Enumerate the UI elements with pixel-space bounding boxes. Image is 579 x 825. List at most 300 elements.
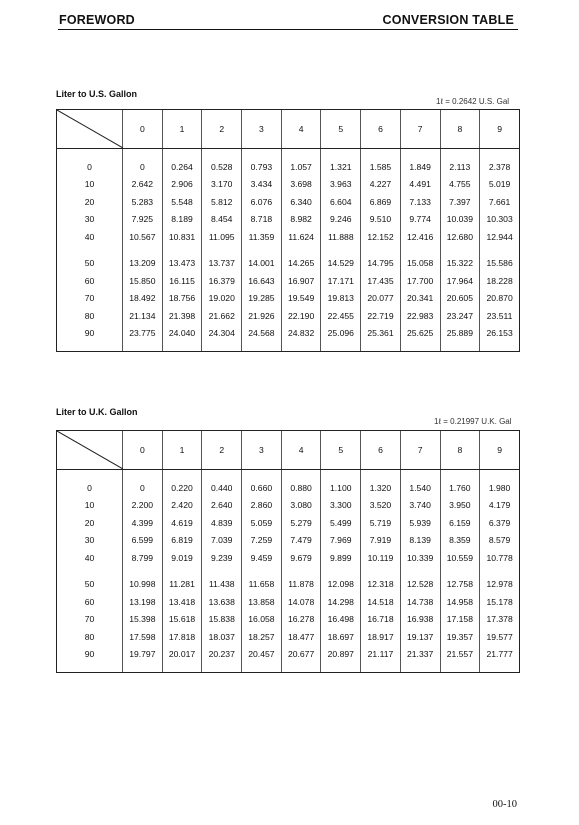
table-cell: 16.115 (162, 272, 202, 290)
table-cell: 7.969 (321, 532, 361, 550)
spacer-cell (361, 663, 401, 673)
column-header: 6 (361, 431, 401, 470)
table-cell: 5.499 (321, 514, 361, 532)
row-label: 90 (57, 325, 123, 343)
table-row (57, 514, 520, 532)
table-cell: 4.399 (123, 514, 163, 532)
table-cell: 18.037 (202, 628, 242, 646)
spacer-row (57, 663, 520, 673)
spacer-cell (361, 342, 401, 352)
table-row (57, 307, 520, 325)
table-cell: 16.643 (242, 272, 282, 290)
table-cell: 15.586 (480, 255, 520, 273)
table-cell: 19.577 (480, 628, 520, 646)
table-cell: 1.585 (361, 158, 401, 176)
table-cell: 8.982 (281, 211, 321, 229)
table-cell: 15.058 (400, 255, 440, 273)
column-header: 9 (480, 110, 520, 149)
table-cell: 0.793 (242, 158, 282, 176)
table-cell: 19.285 (242, 290, 282, 308)
table-cell: 19.549 (281, 290, 321, 308)
table-cell: 11.658 (242, 576, 282, 594)
table-row (57, 549, 520, 567)
diagonal-line (57, 431, 123, 469)
table-cell: 0.880 (281, 479, 321, 497)
table-cell: 21.557 (440, 646, 480, 664)
column-header: 8 (440, 110, 480, 149)
table-cell: 14.078 (281, 593, 321, 611)
spacer-cell (242, 246, 282, 255)
table-cell: 0.220 (162, 479, 202, 497)
table-cell: 14.958 (440, 593, 480, 611)
column-header: 3 (242, 431, 282, 470)
table-cell: 3.170 (202, 176, 242, 194)
diagonal-line (57, 110, 123, 148)
table-cell: 16.379 (202, 272, 242, 290)
table-cell: 9.019 (162, 549, 202, 567)
spacer-cell (242, 342, 282, 352)
table-row (57, 228, 520, 246)
spacer-cell (123, 663, 163, 673)
table-cell: 7.919 (361, 532, 401, 550)
spacer-cell (162, 149, 202, 159)
table-cell: 20.077 (361, 290, 401, 308)
table-cell: 17.378 (480, 611, 520, 629)
table-cell: 10.778 (480, 549, 520, 567)
table-title-us: Liter to U.S. Gallon (56, 89, 138, 99)
table-cell: 1.057 (281, 158, 321, 176)
table-row (57, 255, 520, 273)
table-cell: 24.040 (162, 325, 202, 343)
table-cell: 7.925 (123, 211, 163, 229)
table-cell: 3.963 (321, 176, 361, 194)
table-cell: 20.870 (480, 290, 520, 308)
table-cell: 9.239 (202, 549, 242, 567)
table-cell: 7.661 (480, 193, 520, 211)
table-cell: 16.498 (321, 611, 361, 629)
table-cell: 16.278 (281, 611, 321, 629)
table-cell: 6.076 (242, 193, 282, 211)
table-cell: 14.298 (321, 593, 361, 611)
spacer-cell (480, 663, 520, 673)
table-cell: 5.939 (400, 514, 440, 532)
table-cell: 19.020 (202, 290, 242, 308)
spacer-cell (162, 663, 202, 673)
column-header: 7 (400, 110, 440, 149)
column-header: 5 (321, 431, 361, 470)
table-cell: 6.379 (480, 514, 520, 532)
table-cell: 18.228 (480, 272, 520, 290)
table-cell: 24.568 (242, 325, 282, 343)
spacer-cell (281, 246, 321, 255)
table-cell: 18.257 (242, 628, 282, 646)
spacer-cell (480, 246, 520, 255)
table-cell: 6.599 (123, 532, 163, 550)
table-cell: 17.700 (400, 272, 440, 290)
spacer-cell (242, 149, 282, 159)
table-cell: 13.418 (162, 593, 202, 611)
table-cell: 6.159 (440, 514, 480, 532)
table-cell: 0 (123, 158, 163, 176)
table-cell: 1.321 (321, 158, 361, 176)
table-cell: 2.200 (123, 497, 163, 515)
spacer-cell (123, 470, 163, 480)
table-cell: 11.438 (202, 576, 242, 594)
column-header: 2 (202, 110, 242, 149)
table-row (57, 532, 520, 550)
table-cell: 10.303 (480, 211, 520, 229)
table-cell: 1.100 (321, 479, 361, 497)
table-cell: 20.017 (162, 646, 202, 664)
table-cell: 9.510 (361, 211, 401, 229)
table-cell: 8.579 (480, 532, 520, 550)
spacer-cell (480, 149, 520, 159)
table-row (57, 272, 520, 290)
spacer-cell (281, 470, 321, 480)
table-cell: 20.677 (281, 646, 321, 664)
table-cell: 25.361 (361, 325, 401, 343)
table-cell: 3.698 (281, 176, 321, 194)
table-cell: 8.139 (400, 532, 440, 550)
table-cell: 2.378 (480, 158, 520, 176)
table-cell: 11.095 (202, 228, 242, 246)
spacer-cell (400, 149, 440, 159)
table-cell: 15.178 (480, 593, 520, 611)
spacer-cell (242, 567, 282, 576)
spacer-cell (162, 470, 202, 480)
table-cell: 11.359 (242, 228, 282, 246)
table-cell: 12.416 (400, 228, 440, 246)
spacer-cell (321, 342, 361, 352)
table-cell: 15.850 (123, 272, 163, 290)
column-header: 0 (123, 110, 163, 149)
table-cell: 19.797 (123, 646, 163, 664)
column-header: 6 (361, 110, 401, 149)
table-cell: 12.528 (400, 576, 440, 594)
section-heading: FOREWORD (59, 13, 135, 27)
table-header-row (57, 431, 520, 470)
table-row (57, 646, 520, 664)
table-row (57, 290, 520, 308)
table-cell: 21.926 (242, 307, 282, 325)
table-row (57, 193, 520, 211)
table-cell: 21.777 (480, 646, 520, 664)
table-cell: 8.189 (162, 211, 202, 229)
table-cell: 4.839 (202, 514, 242, 532)
column-header: 1 (162, 110, 202, 149)
table-cell: 6.604 (321, 193, 361, 211)
table-cell: 2.420 (162, 497, 202, 515)
table-cell: 1.760 (440, 479, 480, 497)
spacer-cell (242, 663, 282, 673)
table-cell: 20.605 (440, 290, 480, 308)
spacer-cell (162, 342, 202, 352)
table-cell: 3.080 (281, 497, 321, 515)
table-cell: 23.775 (123, 325, 163, 343)
spacer-cell (162, 567, 202, 576)
table-cell: 8.718 (242, 211, 282, 229)
table-cell: 6.819 (162, 532, 202, 550)
table-cell: 18.756 (162, 290, 202, 308)
spacer-cell (321, 470, 361, 480)
table-cell: 2.113 (440, 158, 480, 176)
table-cell: 6.869 (361, 193, 401, 211)
table-cell: 20.341 (400, 290, 440, 308)
row-label: 30 (57, 532, 123, 550)
table-cell: 8.799 (123, 549, 163, 567)
table-cell: 2.642 (123, 176, 163, 194)
conversion-table-us (56, 109, 520, 352)
row-label: 20 (57, 193, 123, 211)
table-cell: 15.398 (123, 611, 163, 629)
table-cell: 10.119 (361, 549, 401, 567)
table-cell: 5.279 (281, 514, 321, 532)
table-row (57, 211, 520, 229)
table-cell: 20.897 (321, 646, 361, 664)
table-cell: 11.624 (281, 228, 321, 246)
table-cell: 22.983 (400, 307, 440, 325)
spacer-cell (202, 567, 242, 576)
spacer-cell (57, 470, 123, 480)
table-cell: 1.540 (400, 479, 440, 497)
table-cell: 16.718 (361, 611, 401, 629)
spacer-cell (57, 342, 123, 352)
row-label: 90 (57, 646, 123, 664)
table-cell: 17.171 (321, 272, 361, 290)
table-cell: 24.304 (202, 325, 242, 343)
spacer-row (57, 246, 520, 255)
table-cell: 3.740 (400, 497, 440, 515)
spacer-cell (57, 246, 123, 255)
table-cell: 7.039 (202, 532, 242, 550)
corner-cell (57, 431, 123, 470)
spacer-cell (440, 470, 480, 480)
table-cell: 12.152 (361, 228, 401, 246)
table-row (57, 325, 520, 343)
table-cell: 16.938 (400, 611, 440, 629)
row-label: 80 (57, 307, 123, 325)
table-cell: 10.567 (123, 228, 163, 246)
table-cell: 9.246 (321, 211, 361, 229)
column-header: 0 (123, 431, 163, 470)
spacer-cell (57, 567, 123, 576)
row-label: 70 (57, 290, 123, 308)
table-row (57, 576, 520, 594)
table-cell: 10.998 (123, 576, 163, 594)
table-cell: 21.337 (400, 646, 440, 664)
table-row (57, 611, 520, 629)
table-cell: 23.511 (480, 307, 520, 325)
row-label: 0 (57, 158, 123, 176)
table-cell: 9.679 (281, 549, 321, 567)
table-cell: 25.096 (321, 325, 361, 343)
table-cell: 5.719 (361, 514, 401, 532)
table-cell: 25.889 (440, 325, 480, 343)
spacer-cell (321, 246, 361, 255)
table-cell: 10.831 (162, 228, 202, 246)
table-cell: 10.039 (440, 211, 480, 229)
spacer-cell (281, 567, 321, 576)
table-cell: 21.134 (123, 307, 163, 325)
row-label: 50 (57, 576, 123, 594)
table-cell: 22.719 (361, 307, 401, 325)
table-cell: 0.660 (242, 479, 282, 497)
table-cell: 8.454 (202, 211, 242, 229)
spacer-cell (202, 246, 242, 255)
column-header: 3 (242, 110, 282, 149)
row-label: 10 (57, 176, 123, 194)
page-heading: CONVERSION TABLE (382, 13, 514, 27)
table-cell: 11.281 (162, 576, 202, 594)
table-cell: 13.198 (123, 593, 163, 611)
table-cell: 12.758 (440, 576, 480, 594)
table-cell: 5.283 (123, 193, 163, 211)
row-label: 20 (57, 514, 123, 532)
table-cell: 3.434 (242, 176, 282, 194)
table-cell: 9.899 (321, 549, 361, 567)
corner-cell (57, 110, 123, 149)
table-cell: 15.322 (440, 255, 480, 273)
spacer-cell (123, 149, 163, 159)
table-cell: 7.397 (440, 193, 480, 211)
table-cell: 14.001 (242, 255, 282, 273)
column-header: 2 (202, 431, 242, 470)
table-cell: 4.179 (480, 497, 520, 515)
table-cell: 11.878 (281, 576, 321, 594)
table-cell: 1.980 (480, 479, 520, 497)
table-cell: 21.117 (361, 646, 401, 664)
table-cell: 12.680 (440, 228, 480, 246)
table-cell: 7.259 (242, 532, 282, 550)
table-cell: 4.755 (440, 176, 480, 194)
table-cell: 13.858 (242, 593, 282, 611)
spacer-cell (57, 663, 123, 673)
table-cell: 7.133 (400, 193, 440, 211)
column-header: 4 (281, 431, 321, 470)
spacer-cell (361, 470, 401, 480)
spacer-cell (123, 246, 163, 255)
spacer-cell (202, 470, 242, 480)
spacer-cell (321, 663, 361, 673)
table-cell: 15.618 (162, 611, 202, 629)
spacer-cell (480, 342, 520, 352)
table-cell: 12.318 (361, 576, 401, 594)
spacer-cell (281, 342, 321, 352)
table-cell: 4.619 (162, 514, 202, 532)
table-cell: 5.812 (202, 193, 242, 211)
table-cell: 18.697 (321, 628, 361, 646)
table-cell: 13.638 (202, 593, 242, 611)
table-cell: 0.528 (202, 158, 242, 176)
table-cell: 14.529 (321, 255, 361, 273)
spacer-cell (281, 663, 321, 673)
spacer-cell (440, 567, 480, 576)
table-row (57, 497, 520, 515)
table-row (57, 158, 520, 176)
row-label: 40 (57, 549, 123, 567)
table-cell: 9.774 (400, 211, 440, 229)
conversion-table-uk (56, 430, 520, 673)
row-label: 80 (57, 628, 123, 646)
spacer-cell (400, 567, 440, 576)
table-cell: 17.818 (162, 628, 202, 646)
spacer-cell (281, 149, 321, 159)
table-cell: 16.907 (281, 272, 321, 290)
unit-note-us: 1ℓ = 0.2642 U.S. Gal (436, 97, 510, 106)
table-cell: 1.849 (400, 158, 440, 176)
table-cell: 13.737 (202, 255, 242, 273)
spacer-row (57, 342, 520, 352)
table-row (57, 479, 520, 497)
table-cell: 0.440 (202, 479, 242, 497)
spacer-cell (57, 149, 123, 159)
table-cell: 18.917 (361, 628, 401, 646)
table-cell: 14.265 (281, 255, 321, 273)
row-label: 30 (57, 211, 123, 229)
table-cell: 1.320 (361, 479, 401, 497)
spacer-cell (440, 342, 480, 352)
spacer-cell (202, 342, 242, 352)
row-label: 0 (57, 479, 123, 497)
table-cell: 18.492 (123, 290, 163, 308)
column-header: 9 (480, 431, 520, 470)
table-cell: 8.359 (440, 532, 480, 550)
table-cell: 17.598 (123, 628, 163, 646)
table-cell: 0 (123, 479, 163, 497)
spacer-cell (440, 149, 480, 159)
table-cell: 24.832 (281, 325, 321, 343)
spacer-cell (202, 149, 242, 159)
spacer-cell (123, 342, 163, 352)
spacer-row (57, 149, 520, 159)
table-cell: 14.795 (361, 255, 401, 273)
spacer-cell (480, 470, 520, 480)
table-cell: 5.019 (480, 176, 520, 194)
column-header: 4 (281, 110, 321, 149)
table-cell: 3.300 (321, 497, 361, 515)
table-cell: 6.340 (281, 193, 321, 211)
table-cell: 4.227 (361, 176, 401, 194)
table-cell: 17.158 (440, 611, 480, 629)
spacer-cell (440, 246, 480, 255)
table-cell: 17.964 (440, 272, 480, 290)
table-cell: 7.479 (281, 532, 321, 550)
table-cell: 2.906 (162, 176, 202, 194)
page-number: 00-10 (492, 799, 517, 810)
table-cell: 19.137 (400, 628, 440, 646)
table-row (57, 176, 520, 194)
table-cell: 26.153 (480, 325, 520, 343)
table-cell: 12.098 (321, 576, 361, 594)
table-row (57, 628, 520, 646)
table-cell: 10.339 (400, 549, 440, 567)
table-cell: 17.435 (361, 272, 401, 290)
table-cell: 22.455 (321, 307, 361, 325)
table-cell: 3.520 (361, 497, 401, 515)
table-cell: 3.950 (440, 497, 480, 515)
row-label: 40 (57, 228, 123, 246)
table-cell: 15.838 (202, 611, 242, 629)
spacer-cell (202, 663, 242, 673)
spacer-cell (361, 246, 401, 255)
page-header (58, 13, 518, 30)
spacer-cell (123, 567, 163, 576)
column-header: 5 (321, 110, 361, 149)
table-cell: 19.813 (321, 290, 361, 308)
table-row (57, 593, 520, 611)
spacer-cell (400, 246, 440, 255)
row-label: 10 (57, 497, 123, 515)
